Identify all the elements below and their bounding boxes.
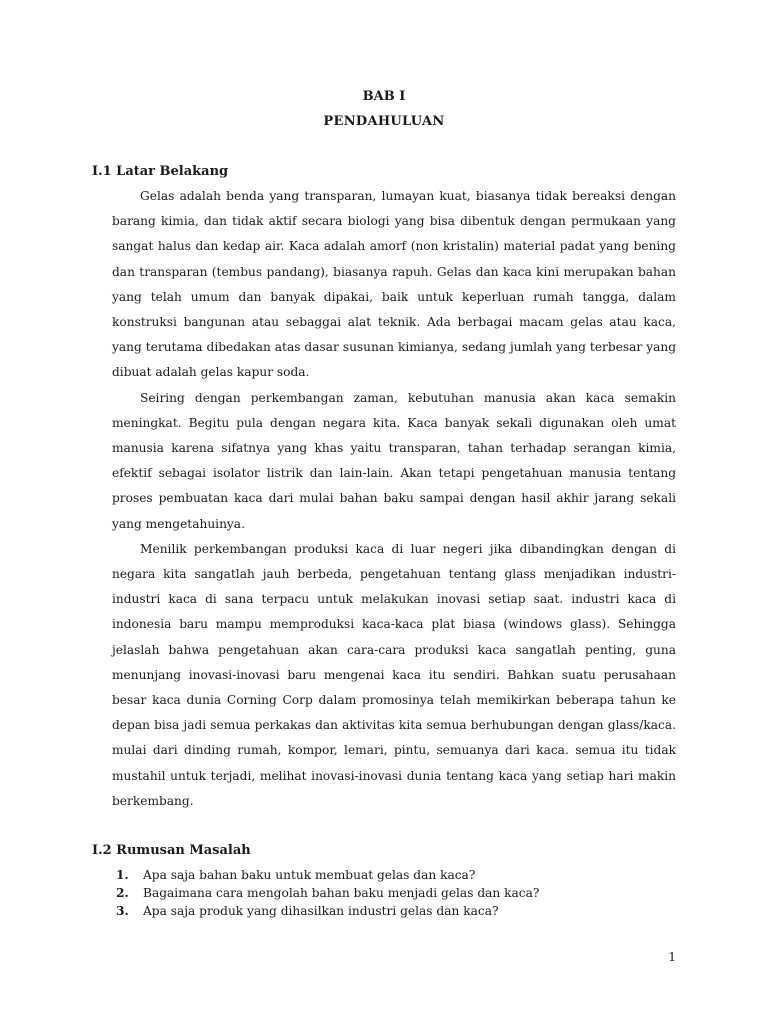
- list-item: [112, 884, 672, 902]
- list-item-text: Apa saja produk yang dihasilkan industri gelas dan kaca?: [143, 904, 499, 918]
- chapter-title: PENDAHULUAN: [323, 114, 445, 129]
- section-heading-rumusan-masalah: I.2 Rumusan Masalah: [92, 843, 251, 858]
- numbered-list: [112, 866, 672, 920]
- paragraph: Gelas adalah benda yang transparan, lumayan kuat, biasanya tidak bereaksi dengan barang kimia, dan tidak aktif secara biologi yang bisa dibentuk dengan permukaan yang sangat halus dan kedap air. Kaca adalah amorf (non kristalin) material padat yang bening dan transparan (tembus pandang), biasanya rapuh. Gelas dan kaca kini merupakan bahan yang telah umum dan banyak dipakai, baik untuk keperluan rumah tangga, dalam konstruksi bangunan atau sebaggai alat teknik. Ada berbagai macam gelas atau kaca, yang terutama dibedakan atas dasar susunan kimianya, sedang jumlah yang terbesar yang dibuat adalah gelas kapur soda.: [112, 189, 676, 380]
- page-number: 1: [668, 950, 676, 964]
- section-body-latar-belakang: [112, 184, 676, 814]
- list-item-number: 3.: [116, 904, 129, 918]
- list-item-text: Bagaimana cara mengolah bahan baku menjadi gelas dan kaca?: [143, 886, 540, 900]
- list-item-number: 2.: [116, 886, 129, 900]
- chapter-number: BAB I: [362, 89, 406, 104]
- list-item: [112, 866, 672, 884]
- paragraph: Seiring dengan perkembangan zaman, kebutuhan manusia akan kaca semakin meningkat. Begitu pula dengan negara kita. Kaca banyak sekali digunakan oleh umat manusia karena sifatnya yang khas yaitu transparan, tahan terhadap serangan kimia, efektif sebagai isolator listrik dan lain-lain. Akan tetapi pengetahuan manusia tentang proses pembuatan kaca dari mulai bahan baku sampai dengan hasil akhir jarang sekali yang mengetahuinya.: [112, 390, 676, 531]
- list-item-text: Apa saja bahan baku untuk membuat gelas dan kaca?: [143, 868, 476, 882]
- list-item: [112, 902, 672, 920]
- section-heading-latar-belakang: I.1 Latar Belakang: [92, 164, 229, 179]
- paragraph: Menilik perkembangan produksi kaca di luar negeri jika dibandingkan dengan di negara kita sangatlah jauh berbeda, pengetahuan tentang glass menjadikan industri-industri kaca di sana terpacu untuk melakukan inovasi setiap saat. industri kaca di indonesia baru mampu memproduksi kaca-kaca plat biasa (windows glass). Sehingga jelaslah bahwa pengetahuan akan cara-cara produksi kaca sangatlah penting, guna menunjang inovasi-inovasi baru mengenai kaca itu sendiri. Bahkan suatu perusahaan besar kaca dunia Corning Corp dalam promosinya telah memikirkan beberapa tahun ke depan bisa jadi semua perkakas dan aktivitas kita semua berhubungan dengan glass/kaca. mulai dari dinding rumah, kompor, lemari, pintu, semuanya dari kaca. semua itu tidak mustahil untuk terjadi, melihat inovasi-inovasi dunia tentang kaca yang setiap hari makin berkembang.: [112, 541, 676, 808]
- list-item-number: 1.: [116, 868, 129, 882]
